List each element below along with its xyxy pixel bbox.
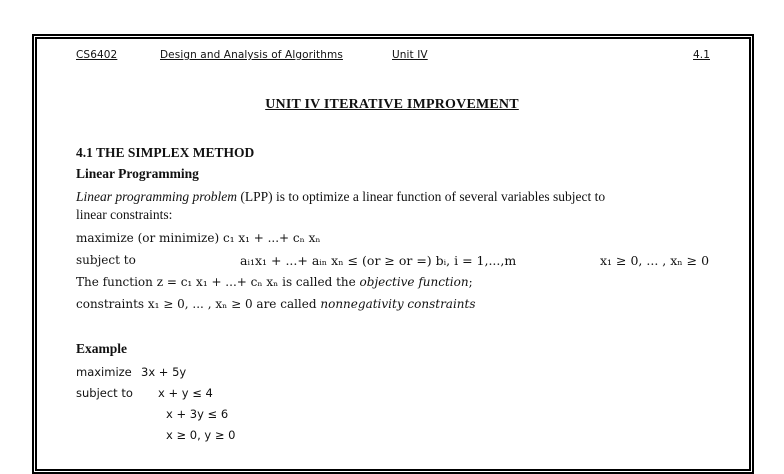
lpp-term: Linear programming problem [76, 189, 238, 204]
nonnegativity-term: nonnegativity constraints [320, 297, 476, 311]
section-title: 4.1 THE SIMPLEX METHOD [76, 145, 255, 160]
example-constraint-3: x ≥ 0, y ≥ 0 [166, 428, 236, 442]
unit-title: UNIT IV ITERATIVE IMPROVEMENT [265, 97, 519, 112]
example-constraint-2: x + 3y ≤ 6 [166, 407, 229, 421]
constraint-expression: aᵢ₁x₁ + ...+ aᵢₙ xₙ ≤ (or ≥ or =) bᵢ, i = 1,...,m [240, 253, 517, 268]
course-title: Design and Analysis of Algorithms [160, 49, 343, 61]
page-header [76, 49, 710, 65]
example-maximize-expr: 3x + 5y [141, 365, 187, 379]
nonnegativity-line-text: constraints x₁ ≥ 0, ... , xₙ ≥ 0 are called [76, 297, 321, 311]
lpp-definition-line1 [76, 189, 605, 205]
objective-function-term: objective function [359, 275, 469, 289]
maximize-line: maximize (or minimize) c₁ x₁ + ...+ cₙ xₙ [76, 231, 321, 245]
page-number: 4.1 [693, 49, 710, 61]
nonnegativity-expression: x₁ ≥ 0, ... , xₙ ≥ 0 [600, 253, 710, 268]
objective-line-end: ; [468, 275, 473, 289]
example-maximize-label: maximize [76, 365, 132, 379]
example-subject-label: subject to [76, 386, 133, 400]
unit-label: Unit IV [392, 49, 428, 61]
course-code: CS6402 [76, 49, 118, 61]
subject-to-label: subject to [76, 253, 136, 267]
example-constraint-1: x + y ≤ 4 [158, 386, 213, 400]
nonnegativity-line [76, 297, 476, 311]
example-title: Example [76, 341, 128, 356]
subsection-title: Linear Programming [76, 166, 199, 181]
lpp-definition-line2: linear constraints: [76, 207, 173, 222]
objective-function-line [76, 275, 473, 289]
objective-line-text: The function z = c₁ x₁ + ...+ cₙ xₙ is called the [76, 275, 360, 289]
lpp-definition-rest: (LPP) is to optimize a linear function of several variables subject to [237, 189, 606, 204]
